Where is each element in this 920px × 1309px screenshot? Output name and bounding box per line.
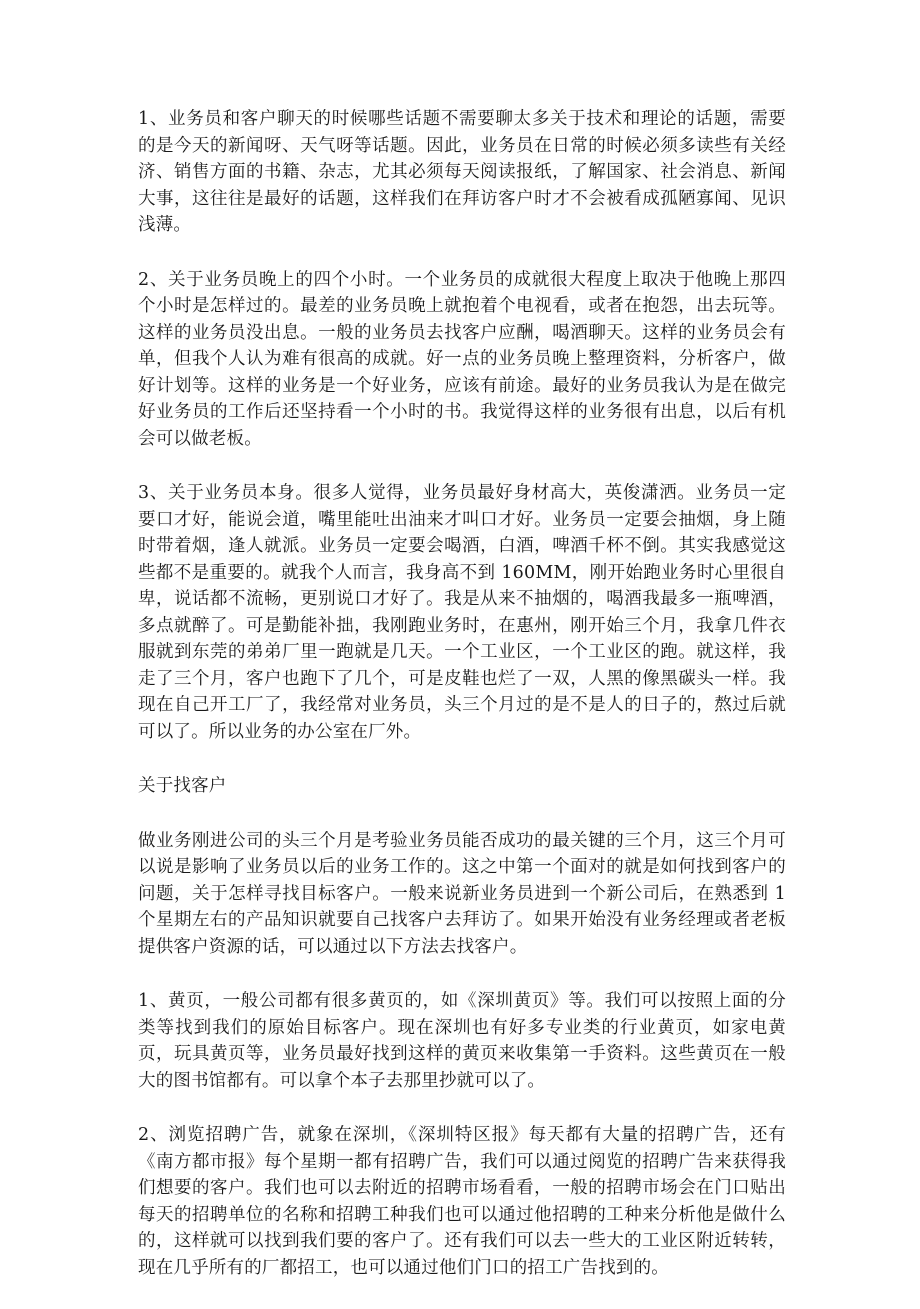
paragraph-yellow-pages: 1、黄页，一般公司都有很多黄页的，如《深圳黄页》等。我们可以按照上面的分类等找到我们的原始目标客户。现在深圳也有好多专业类的行业黄页，如家电黄页，玩具黄页等，业务员最好找到这样的黄页来收集第一手资料。这些黄页在一般大的图书馆都有。可以拿个本子去那里抄就可以了。 xyxy=(138,991,786,1091)
paragraph-small-talk-topics: 1、业务员和客户聊天的时候哪些话题不需要聊太多关于技术和理论的话题，需要的是今天的新闻呀、天气呀等话题。因此，业务员在日常的时候必须多读些有关经济、销售方面的书籍、杂志，尤其必须每天阅读报纸，了解国家、社会消息、新闻大事，这往往是最好的话题，这样我们在拜访客户时才不会被看成孤陋寡闻、见识浅薄。 xyxy=(138,109,786,235)
paragraph-recruitment-ads: 2、浏览招聘广告，就象在深圳，《深圳特区报》每天都有大量的招聘广告，还有《南方都市报》每个星期一都有招聘广告，我们可以通过阅览的招聘广告来获得我们想要的客户。我们也可以去附近的招聘市场看看，一般的招聘市场会在门口贴出每天的招聘单位的名称和招聘工种我们也可以通过他招聘的工种来分析他是做什么的，这样就可以找到我们要的客户了。还有我们可以去一些大的工业区附近转转，现在几乎所有的厂都招工，也可以通过他们门口的招工广告找到的。 xyxy=(138,1125,786,1278)
paragraph-first-three-months: 做业务刚进公司的头三个月是考验业务员能否成功的最关键的三个月，这三个月可以说是影响了业务员以后的业务工作的。这之中第一个面对的就是如何找到客户的问题，关于怎样寻找目标客户。一般来说新业务员进到一个新公司后，在熟悉到 1 个星期左右的产品知识就要自己找客户去拜访了。如果开始没有业务经理或者老板提供客户资源的话，可以通过以下方法去找客户。 xyxy=(138,830,786,957)
document-page xyxy=(138,106,786,1309)
section-heading-finding-customers: 关于找客户 xyxy=(138,776,227,796)
paragraph-salesperson-self: 3、关于业务员本身。很多人觉得，业务员最好身材高大，英俊潇洒。业务员一定要口才好，能说会道，嘴里能吐出油来才叫口才好。业务员一定要会抽烟，身上随时带着烟，逢人就派。业务员一定要会喝酒，白酒，啤酒千杯不倒。其实我感觉这些都不是重要的。就我个人而言，我身高不到 160MM，刚开始跑业务时心里很自卑，说话都不流畅，更别说口才好了。我是从来不抽烟的，喝酒我最多一瓶啤酒，多点就醉了。可是勤能补拙，我刚跑业务时，在惠州，刚开始三个月，我拿几件衣服就到东莞的弟弟厂里一跑就是几天。一个工业区，一个工业区的跑。就这样，我走了三个月，客户也跑下了几个，可是皮鞋也烂了一双，人黑的像黑碳头一样。我现在自己开工厂了，我经常对业务员，头三个月过的是不是人的日子的，熬过后就可以了。所以业务的办公室在厂外。 xyxy=(138,483,786,742)
paragraph-evening-hours: 2、关于业务员晚上的四个小时。一个业务员的成就很大程度上取决于他晚上那四个小时是怎样过的。最差的业务员晚上就抱着个电视看，或者在抱怨，出去玩等。这样的业务员没出息。一般的业务员去找客户应酬，喝酒聊天。这样的业务员会有单，但我个人认为难有很高的成就。好一点的业务员晚上整理资料，分析客户，做好计划等。这样的业务是一个好业务，应该有前途。最好的业务员我认为是在做完好业务员的工作后还坚持看一个小时的书。我觉得这样的业务很有出息，以后有机会可以做老板。 xyxy=(138,269,786,449)
